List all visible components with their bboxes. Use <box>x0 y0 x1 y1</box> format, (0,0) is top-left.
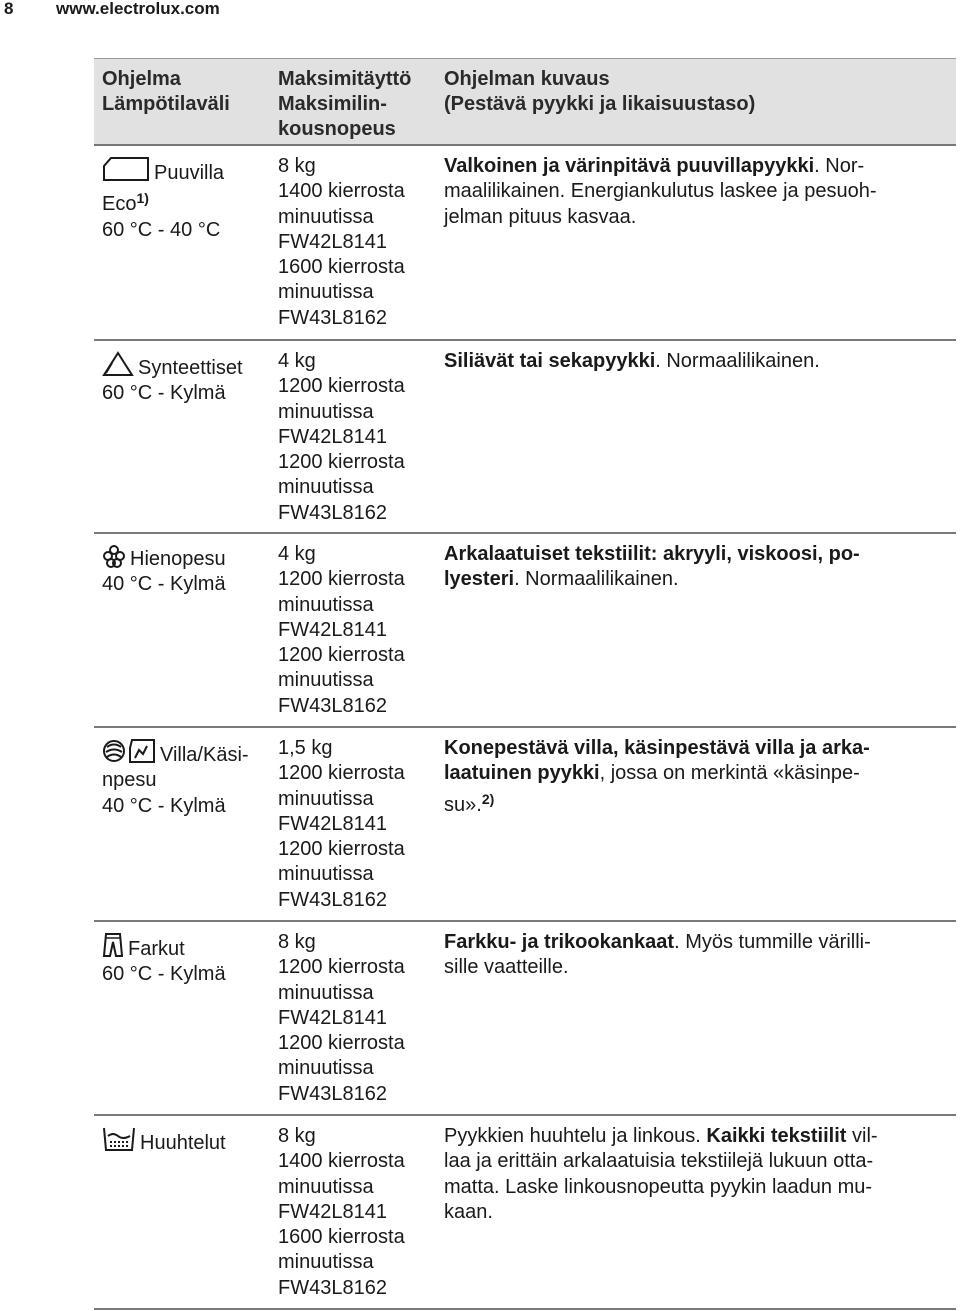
rinse-icon <box>102 1126 136 1152</box>
jeans-icon <box>102 932 124 958</box>
program-cell: Villa/Käsi- npesu 40 °C - Kylmä <box>94 728 270 920</box>
program-cell: Hienopesu 40 °C - Kylmä <box>94 534 270 726</box>
program-cell: Farkut 60 °C - Kylmä <box>94 922 270 1114</box>
load-cell: 8 kg 1400 kierrosta minuutissa FW42L8141 1600 kierrosta minuutissa FW43L8162 <box>278 1125 405 1299</box>
program-cell: Puuvilla Eco$^{1)}$ 60 °C - 40 °C <box>94 146 270 339</box>
load-cell: 8 kg 1200 kierrosta minuutissa FW42L8141 1200 kierrosta minuutissa FW43L8162 <box>278 931 405 1105</box>
description-cell: Konepestävä villa, käsinpestävä villa ja arka- laatuinen pyykki, jossa on merkintä «käsinpe- su».$^{2)}$ <box>444 737 870 816</box>
program-cell: Synteettiset 60 °C - Kylmä <box>94 341 270 532</box>
header-description: Ohjelman kuvaus (Pestävä pyykki ja likaisuustaso) <box>444 68 756 115</box>
delicates-icon <box>102 544 126 568</box>
cotton-icon <box>102 156 150 182</box>
table-row <box>94 534 956 728</box>
program-cell: Huuhtelut <box>94 1116 270 1308</box>
header-program: Ohjelma Lämpötilaväli <box>102 68 230 115</box>
description-cell: Arkalaatuiset tekstiilit: akryyli, viskoosi, po- lyesteri. Normaalilikainen. <box>444 543 860 591</box>
description-cell: Pyykkien huuhtelu ja linkous. Kaikki tekstiilit vil- laa ja erittäin arkalaatuisia tekstiilejä lukuun otta- matta. Laske linkousnopeutta pyykin laadun mu- kaan. <box>444 1125 878 1223</box>
synthetics-icon <box>102 351 134 377</box>
table-row <box>94 728 956 922</box>
header-load: Maksimitäyttö Maksimilin- kousnopeus <box>278 68 412 140</box>
description-cell: Valkoinen ja värinpitävä puuvillapyykki. Nor- maalilikainen. Energiankulutus laskee ja pesuoh- jelman pituus kasvaa. <box>444 155 877 228</box>
load-cell: 1,5 kg 1200 kierrosta minuutissa FW42L8141 1200 kierrosta minuutissa FW43L8162 <box>278 737 405 911</box>
description-cell: Siliävät tai sekapyykki. Normaalilikainen. <box>444 350 820 372</box>
table-row <box>94 1116 956 1310</box>
page-number: 8 <box>4 0 14 18</box>
load-cell: 8 kg 1400 kierrosta minuutissa FW42L8141 1600 kierrosta minuutissa FW43L8162 <box>278 155 405 329</box>
table-row <box>94 146 956 341</box>
description-cell: Farkku- ja trikookankaat. Myös tummille värilli- sille vaatteille. <box>444 931 871 979</box>
table-header-row <box>94 58 956 146</box>
table-row <box>94 922 956 1116</box>
table-row <box>94 341 956 534</box>
wool-handwash-icon <box>102 738 156 764</box>
load-cell: 4 kg 1200 kierrosta minuutissa FW42L8141 1200 kierrosta minuutissa FW43L8162 <box>278 350 405 524</box>
site-url: www.electrolux.com <box>56 0 220 18</box>
load-cell: 4 kg 1200 kierrosta minuutissa FW42L8141 1200 kierrosta minuutissa FW43L8162 <box>278 543 405 717</box>
program-table <box>94 58 956 1310</box>
